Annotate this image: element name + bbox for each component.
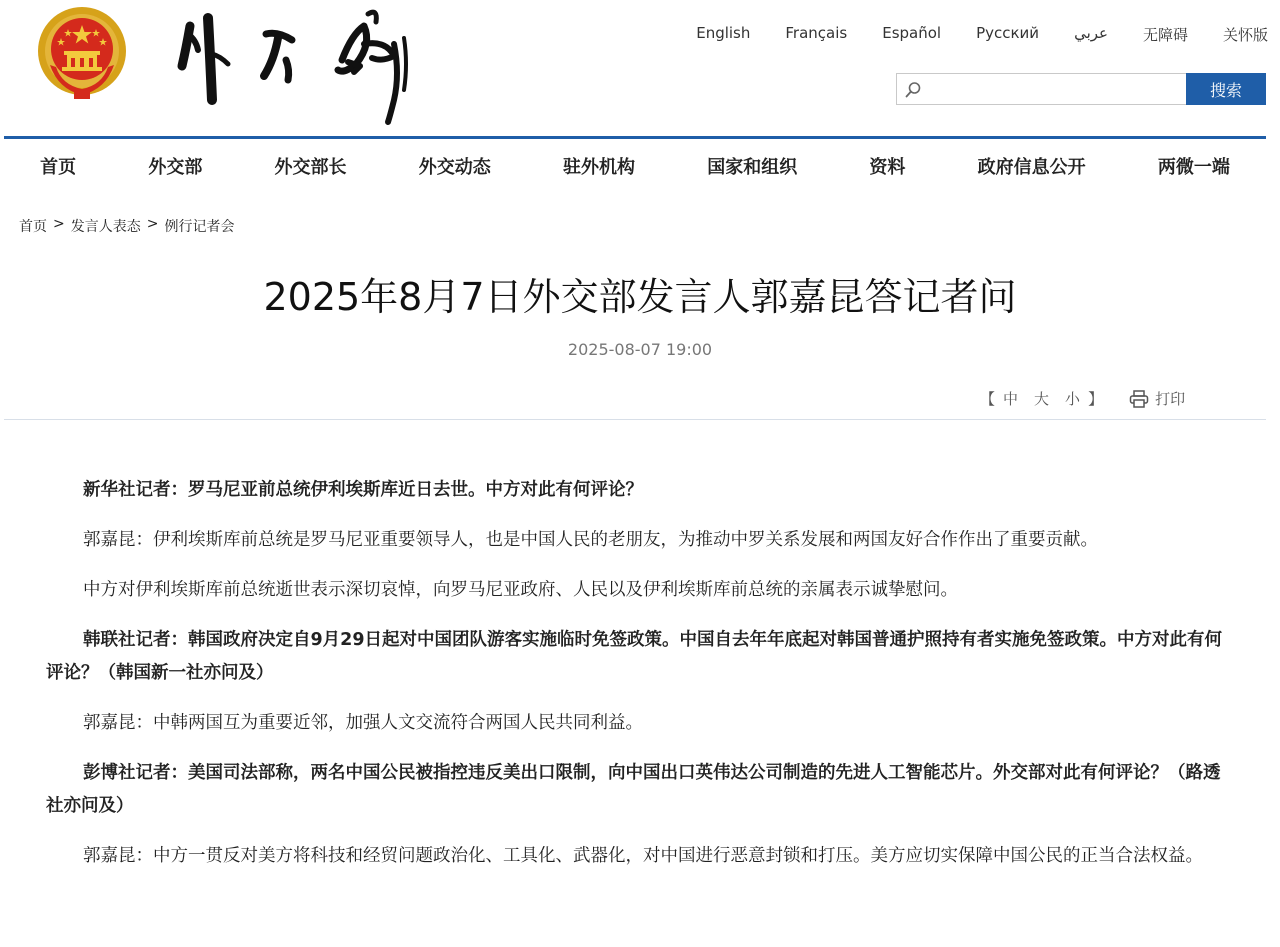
nav-home[interactable]: 首页 (40, 157, 77, 178)
breadcrumb-home[interactable]: 首页 (19, 219, 47, 235)
main-nav (4, 139, 1266, 193)
nav-gov-info[interactable]: 政府信息公开 (977, 157, 1086, 178)
search-box (896, 73, 1186, 105)
search-button[interactable]: 搜索 (1186, 73, 1266, 105)
bracket-open: 【 (980, 390, 996, 408)
print-label: 打印 (1155, 390, 1186, 408)
mfa-calligraphy-logo[interactable] (168, 4, 418, 128)
search-icon (904, 81, 922, 99)
content-divider (4, 419, 1266, 420)
breadcrumb-separator: > (53, 216, 65, 232)
lang-spanish-link[interactable]: Español (882, 24, 942, 42)
printer-icon (1129, 390, 1149, 408)
question-paragraph: 新华社记者：罗马尼亚前总统伊利埃斯库近日去世。中方对此有何评论？ (83, 480, 643, 500)
nav-diplomatic-news[interactable]: 外交动态 (418, 157, 491, 178)
answer-paragraph: 郭嘉昆：伊利埃斯库前总统是罗马尼亚重要领导人，也是中国人民的老朋友，为推动中罗关系发展和两国友好合作作出了重要贡献。 (83, 530, 1098, 550)
national-emblem-icon[interactable] (36, 5, 128, 101)
answer-paragraph: 郭嘉昆：中韩两国互为重要近邻，加强人文交流符合两国人民共同利益。 (83, 713, 643, 733)
lang-russian-link[interactable]: Русский (976, 24, 1040, 42)
bracket-close: 】 (1088, 390, 1104, 408)
language-bar (661, 24, 1268, 45)
print-button[interactable] (1129, 388, 1185, 409)
nav-social-media[interactable]: 两微一端 (1157, 157, 1230, 178)
nav-resources[interactable]: 资料 (869, 157, 906, 178)
lang-arabic-link[interactable]: عربي (1074, 24, 1108, 42)
article-body (46, 474, 1226, 890)
breadcrumb-spokesperson[interactable]: 发言人表态 (70, 219, 141, 235)
page-title: 2025年8月7日外交部发言人郭嘉昆答记者问 (263, 275, 1017, 319)
breadcrumb-press-conference[interactable]: 例行记者会 (164, 219, 235, 235)
search-input[interactable] (897, 74, 1186, 104)
breadcrumb-separator: > (146, 216, 159, 232)
nav-ministry[interactable]: 外交部 (148, 157, 203, 178)
lang-english-link[interactable]: English (696, 24, 751, 42)
elder-care-link[interactable]: 关怀版 (1222, 26, 1268, 44)
font-size-large[interactable]: 大 (1034, 390, 1050, 408)
nav-minister[interactable]: 外交部长 (274, 157, 347, 178)
answer-paragraph: 中方对伊利埃斯库前总统逝世表示深切哀悼，向罗马尼亚政府、人民以及伊利埃斯库前总统的亲属表示诚挚慰问。 (83, 580, 958, 600)
question-paragraph: 彭博社记者：美国司法部称，两名中国公民被指控违反美出口限制，向中国出口英伟达公司制造的先进人工智能芯片。外交部对此有何评论？（路透社亦问及） (46, 763, 1221, 816)
nav-missions-abroad[interactable]: 驻外机构 (562, 157, 635, 178)
nav-countries-orgs[interactable]: 国家和组织 (707, 157, 798, 178)
question-paragraph: 韩联社记者：韩国政府决定自9月29日起对中国团队游客实施临时免签政策。中国自去年年底起对韩国普通护照持有者实施免签政策。中方对此有何评论？（韩国新一社亦问及） (46, 630, 1223, 683)
answer-paragraph: 郭嘉昆：中方一贯反对美方将科技和经贸问题政治化、工具化、武器化，对中国进行恶意封锁和打压。美方应切实保障中国公民的正当合法权益。 (83, 846, 1203, 866)
publish-date: 2025-08-07 19:00 (567, 340, 713, 359)
font-size-medium[interactable]: 中 (1003, 390, 1019, 408)
article-tools (980, 388, 1185, 409)
accessibility-link[interactable]: 无障碍 (1142, 26, 1188, 44)
breadcrumb (19, 216, 234, 236)
search-bar (896, 73, 1266, 105)
lang-french-link[interactable]: Français (785, 24, 848, 42)
font-size-small[interactable]: 小 (1065, 390, 1081, 408)
